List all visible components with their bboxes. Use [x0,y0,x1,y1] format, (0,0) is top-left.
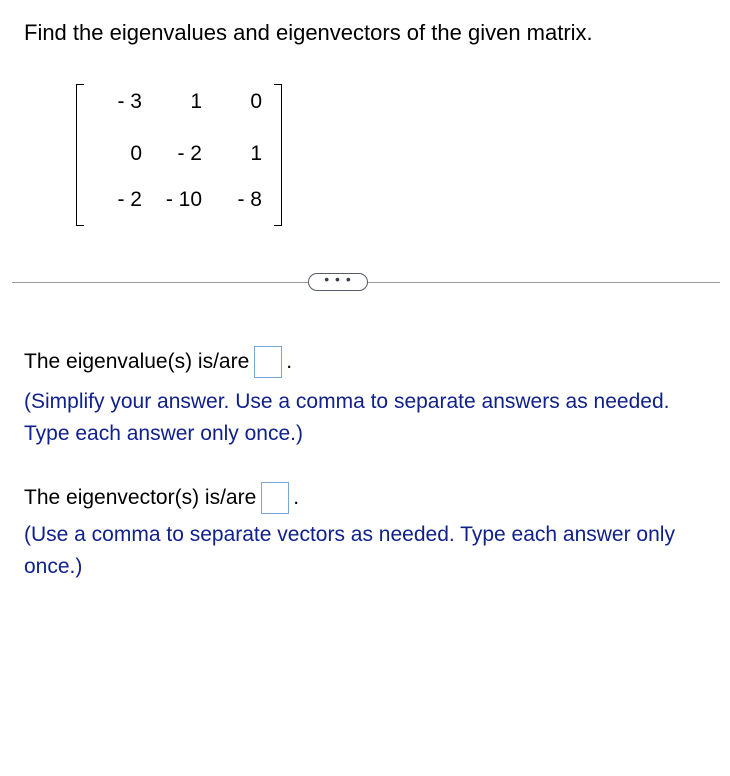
matrix-cell-r3-c2: - 10 [165,188,202,211]
matrix-cell-r2-c1: 0 [130,142,142,165]
matrix-cell-r1-c3: 0 [250,90,262,113]
eigenvalue-prompt: The eigenvalue(s) is/are [24,350,250,373]
matrix-right-bracket [274,84,282,226]
eigenvalue-input[interactable] [254,346,282,378]
matrix-cell-r3-c1: - 2 [117,188,142,211]
matrix-cell-r2-c2: - 2 [177,142,202,165]
eigenvalue-period: . [286,350,293,373]
matrix [76,84,282,226]
matrix-cell-r3-c3: - 8 [237,188,262,211]
expand-more-button[interactable]: • • • [308,273,368,291]
matrix-cell-r2-c3: 1 [250,142,262,165]
matrix-cell-r1-c2: 1 [190,90,202,113]
eigenvector-hint: (Use a comma to separate vectors as needed. Type each answer only once.) [24,523,675,578]
eigenvalue-hint: (Simplify your answer. Use a comma to separate answers as needed. Type each answer only once.) [24,390,670,445]
eigenvalue-answer-line [24,346,292,378]
eigenvector-prompt: The eigenvector(s) is/are [24,486,257,509]
eigenvector-input[interactable] [261,482,289,514]
eigenvector-answer-line [24,482,299,514]
question-text: Find the eigenvalues and eigenvectors of the given matrix. [24,20,593,45]
matrix-cell-r1-c1: - 3 [117,90,142,113]
eigenvector-period: . [293,486,300,509]
matrix-left-bracket [76,84,84,226]
